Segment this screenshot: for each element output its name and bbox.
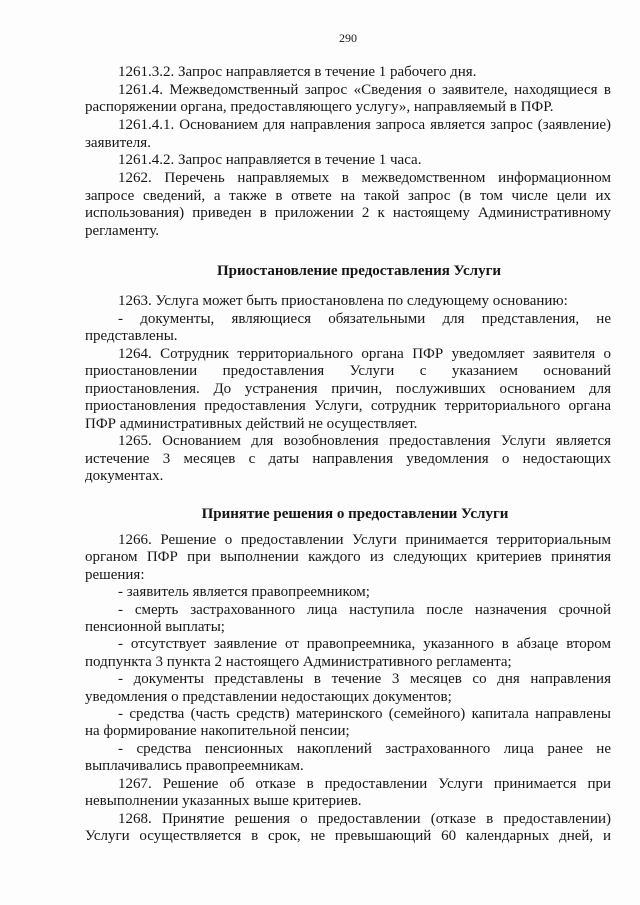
- paragraph-1261-3-2: [85, 64, 611, 82]
- text-line: 1261.3.2. Запрос направляется в течение 1 рабочего дня.: [118, 64, 477, 80]
- text-line: - отсутствует заявление от правопреемника, указанного в абзаце втором: [118, 636, 611, 653]
- paragraph-1261-4: [85, 82, 611, 117]
- list-item: [85, 741, 611, 776]
- text-line: 1262. Перечень направляемых в межведомственном информационном: [118, 169, 611, 186]
- paragraph-1262: [85, 170, 611, 241]
- text-line: 1266. Решение о предоставлении Услуги принимается территориальным: [118, 532, 611, 548]
- text-line: подпункта 3 пункта 2 настоящего Административного регламента;: [85, 653, 512, 670]
- list-item: [85, 584, 611, 601]
- section-heading-decision: Принятие решения о предоставлении Услуги: [201, 506, 509, 522]
- text-line: 1267. Решение об отказе в предоставлении Услуги принимается при: [118, 775, 611, 792]
- text-line: - заявитель является правопреемником;: [118, 584, 370, 601]
- text-line: 1261.4. Межведомственный запрос «Сведения о заявителе, находящиеся в: [118, 81, 611, 98]
- text-line: решения:: [85, 566, 145, 583]
- list-item: [85, 706, 611, 741]
- text-line: распоряжении органа, предоставляющего услугу», направляемый в ПФР.: [85, 99, 554, 116]
- text-line: - документы, являющиеся обязательными для представления, не: [118, 310, 611, 327]
- text-line: использования) приведен в приложении 2 к настоящему Административному: [85, 205, 611, 222]
- text-line: - средства пенсионных накоплений застрахованного лица ранее не: [118, 740, 611, 757]
- text-line: уведомления о представлении недостающих документов;: [85, 688, 452, 705]
- paragraph-1264: [85, 346, 611, 434]
- text-line: регламенту.: [85, 222, 159, 239]
- text-line: запросе сведений, а также в ответе на такой запрос (в том числе цели их: [85, 187, 611, 204]
- text-line: 1264. Сотрудник территориального органа ПФР уведомляет заявителя о: [118, 345, 611, 362]
- page-number: 290: [339, 31, 357, 45]
- text-line: - смерть застрахованного лица наступила после назначения срочной: [118, 601, 611, 618]
- paragraph-1261-4-1: [85, 117, 611, 152]
- text-line: документах.: [85, 468, 164, 484]
- suspension-section: [85, 293, 611, 486]
- text-line: представлены.: [85, 328, 178, 344]
- paragraph-1265: [85, 433, 611, 486]
- list-item: [85, 636, 611, 671]
- text-line: невыполнении указанных выше критериев.: [85, 793, 362, 810]
- text-line: истечение 3 месяцев с даты направления уведомления о недостающих: [85, 450, 611, 467]
- list-item: [85, 602, 611, 637]
- paragraph-1267: [85, 776, 611, 811]
- paragraph-1268: [85, 811, 611, 846]
- text-line: - документы представлены в течение 3 месяцев со дня направления: [118, 671, 611, 688]
- section-heading-suspension: Приостановление предоставления Услуги: [216, 263, 502, 279]
- text-line: приостановлении предоставления Услуги с указанием оснований: [85, 363, 611, 379]
- list-item: [85, 311, 611, 346]
- text-line: органом ПФР при выполнении каждого из следующих критериев принятия: [85, 549, 611, 566]
- text-line: 1261.4.2. Запрос направляется в течение 1 часа.: [118, 152, 422, 169]
- text-line: 1265. Основанием для возобновления предоставления Услуги является: [118, 433, 611, 449]
- text-line: на формирование накопительной пенсии;: [85, 723, 350, 740]
- intro-section: [85, 64, 611, 241]
- text-line: Услуги осуществляется в срок, не превышающий 60 календарных дней, и: [85, 827, 611, 844]
- text-line: 1268. Принятие решения о предоставлении (отказе в предоставлении): [118, 810, 611, 827]
- text-line: - средства (часть средств) материнского (семейного) капитала направлены: [118, 706, 611, 723]
- text-line: выплачивались правопреемникам.: [85, 758, 304, 775]
- list-item: [85, 671, 611, 706]
- paragraph-1266: [85, 532, 611, 584]
- paragraph-1261-4-2: [85, 152, 611, 170]
- text-line: 1261.4.1. Основанием для направления запроса является запрос (заявление): [118, 116, 611, 133]
- text-line: 1263. Услуга может быть приостановлена по следующему основанию:: [118, 293, 568, 309]
- text-line: пенсионной выплаты;: [85, 619, 225, 636]
- paragraph-1263: [85, 293, 611, 311]
- text-line: ПФР административных действий не осуществляет.: [85, 415, 418, 432]
- text-line: заявителя.: [85, 134, 151, 151]
- text-line: приостановления. До устранения причин, послуживших основанием для: [85, 380, 611, 397]
- decision-section: [85, 532, 611, 845]
- text-line: приостановления предоставления Услуги, сотрудник территориального органа: [85, 398, 611, 414]
